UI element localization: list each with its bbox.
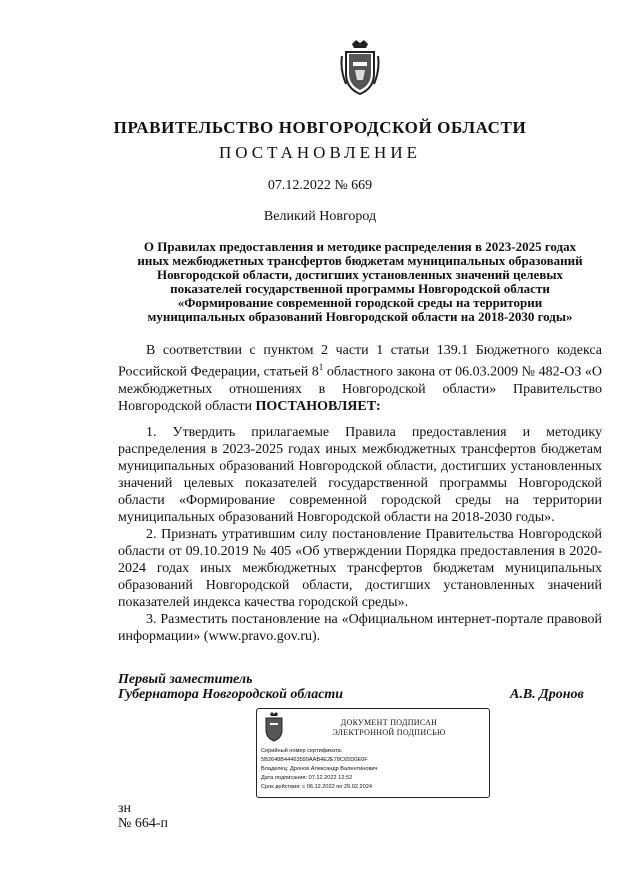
- signatory-title-line: Губернатора Новгородской области: [118, 687, 344, 702]
- item-paragraph: 1. Утвердить прилагаемые Правила предоставления и методику распределения в 2023-2025 годах иных межбюджетных трансфертов бюджетам муниципальных образований Новгородской области, достигших установленных значений целевых показателей государственной программы Новгородской области «Формирование современной городской среды на территории муниципальных образований Новгородской области на 2018-2030 годы».: [118, 424, 602, 525]
- document-date-number: 07.12.2022 № 669: [267, 178, 373, 193]
- signatory-title-line: Первый заместитель: [118, 672, 253, 687]
- electronic-signature-stamp: [256, 708, 490, 798]
- stamp-cert-label: Серийный номер сертификата:: [261, 748, 343, 754]
- item-paragraph: 3. Разместить постановление на «Официальном интернет-портале правовой информации» (www.pravo.gov.ru).: [118, 611, 602, 644]
- stamp-signed-date: Дата подписания: 07.12.2022 12:52: [261, 775, 353, 781]
- stamp-emblem-icon: [263, 712, 285, 742]
- organization-name: ПРАВИТЕЛЬСТВО НОВГОРОДСКОЙ ОБЛАСТИ: [113, 118, 527, 137]
- stamp-heading-line: ДОКУМЕНТ ПОДПИСАН: [340, 718, 438, 727]
- document-title: [110, 240, 610, 324]
- title-line: показателей государственной программы Новгородской области: [170, 281, 550, 296]
- footer-reference: [118, 801, 168, 831]
- title-line: иных межбюджетных трансфертов бюджетам муниципальных образований: [137, 253, 583, 268]
- stamp-heading: [291, 718, 487, 738]
- stamp-cert-number: 5B2648B44463599AAB4E2E78C65D0E0F: [261, 757, 368, 763]
- document-body: [118, 342, 602, 645]
- preamble-text-cont: областного закона от 06.03.2009 № 482-ОЗ «О межбюджетных отношениях в Новгородской области» Правительство Новгородской области: [118, 364, 603, 414]
- title-line: муниципальных образований Новгородской области на 2018-2030 годы»: [147, 309, 573, 324]
- preamble-resolves: ПОСТАНОВЛЯЕТ:: [255, 398, 381, 414]
- signatory-name: А.В. Дронов: [510, 687, 584, 702]
- signatory-title: [118, 672, 343, 702]
- preamble-paragraph: [118, 342, 602, 415]
- stamp-heading-line: ЭЛЕКТРОННОЙ ПОДПИСЬЮ: [332, 728, 446, 737]
- stamp-owner: Владелец: Дронов Александр Валентинович: [261, 766, 378, 772]
- title-line: Новгородской области, достигших установленных значений целевых: [157, 267, 563, 282]
- preamble-superscript: 1: [318, 362, 324, 372]
- document-city: Великий Новгород: [263, 209, 377, 224]
- title-line: «Формирование современной городской среды на территории: [177, 295, 543, 310]
- stamp-validity: Срок действия: с 06.12.2022 по 29.02.2024: [261, 784, 372, 790]
- document-type: ПОСТАНОВЛЕНИЕ: [218, 143, 421, 162]
- footer-number: № 664-п: [118, 816, 169, 831]
- footer-initials: зн: [118, 801, 132, 816]
- title-line: О Правилах предоставления и методике распределения в 2023-2025 годах: [143, 239, 577, 254]
- coat-of-arms-emblem: [340, 40, 380, 98]
- item-paragraph: 2. Признать утратившим силу постановление Правительства Новгородской области от 09.10.2019 № 405 «Об утверждении Порядка предоставления в 2020-2024 годах иных межбюджетных трансфертов бюджетам муниципальных образований Новгородской области, достигших установленных значений показателей индекса качества городской среды».: [118, 526, 602, 610]
- preamble-text: В соответствии с пунктом 2 части 1 статьи 139.1 Бюджетного кодекса Российской Федерации, статьей 8: [118, 343, 602, 380]
